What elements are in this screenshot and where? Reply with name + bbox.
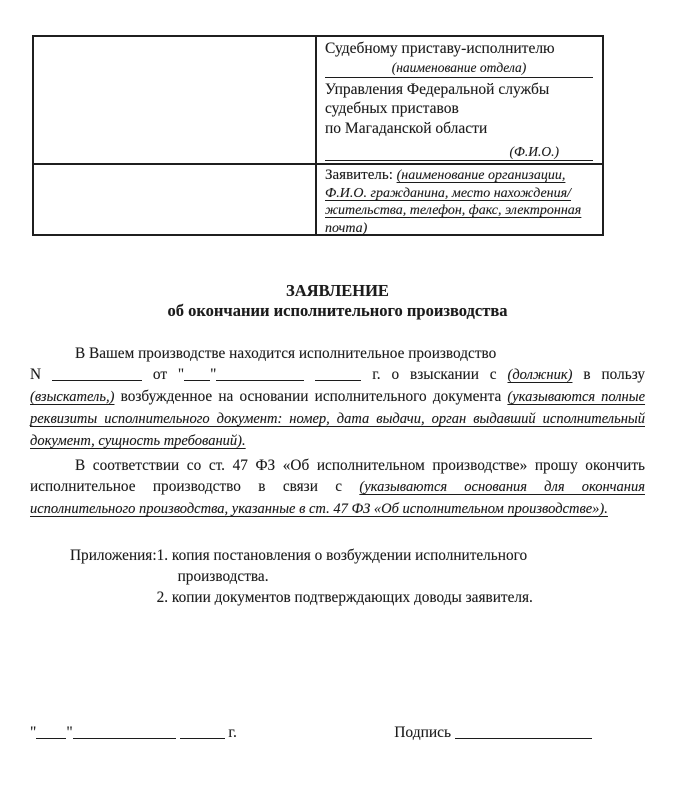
attachment-2-text: копии документов подтверждающих доводы заявителя.	[171, 589, 533, 606]
attachments-label: Приложения:	[70, 547, 157, 564]
date-open-quote: "	[30, 724, 37, 741]
p1-number-label: N	[30, 366, 42, 383]
recipient-cell	[317, 37, 602, 165]
department-blank-line	[325, 60, 593, 78]
recipient-to-line: Судебному приставу-исполнителю	[325, 40, 555, 57]
date-month-blank	[73, 727, 176, 739]
department-hint: (наименование отдела)	[391, 59, 527, 75]
title-line-2: об окончании исполнительного производства	[167, 301, 508, 320]
attachment-1-number: 1.	[156, 547, 169, 564]
document-title	[0, 281, 675, 321]
p1-intro: В Вашем производстве находится исполнительное производство	[75, 345, 497, 362]
header-table-empty-cell-top	[34, 37, 317, 165]
p1-favor-label: в пользу	[583, 366, 646, 383]
attachment-2-number: 2.	[156, 589, 169, 606]
title-line-1: ЗАЯВЛЕНИЕ	[286, 281, 389, 300]
p1-basis-text: возбужденное на основании исполнительного документа	[120, 388, 502, 405]
signature-blank	[455, 727, 592, 739]
date-year-suffix: г.	[228, 724, 237, 741]
month-blank	[216, 369, 304, 381]
recipient-org-line-2: судебных приставов	[325, 100, 459, 117]
creditor-hint: (взыскатель,)	[30, 389, 115, 405]
signature-line	[394, 722, 592, 743]
p1-recovery-label: г. о взыскании с	[372, 366, 497, 383]
fio-hint: (Ф.И.О.)	[509, 144, 559, 159]
attachment-item-2	[157, 587, 619, 608]
open-quote: "	[177, 366, 185, 383]
recipient-org-line-3: по Магаданской области	[325, 119, 488, 137]
date-year-blank	[180, 727, 225, 739]
date-close-quote: "	[66, 724, 73, 741]
case-number-blank	[52, 369, 142, 381]
applicant-cell	[317, 165, 602, 234]
signature-label: Подпись	[394, 724, 452, 741]
document-details-hint: (указываются полные реквизиты исполнительного документ: номер, дата выдачи, орган выдавший исполнительный документ, сущность требований).	[30, 389, 646, 449]
header-table-empty-cell-bottom	[34, 165, 317, 234]
paragraph-1	[30, 343, 645, 452]
footer	[30, 722, 592, 743]
header-table	[32, 35, 604, 236]
attachments-list	[157, 545, 619, 608]
date-day-blank	[36, 727, 66, 739]
paragraph-2	[30, 455, 645, 520]
fio-blank-line	[325, 143, 593, 161]
attachment-1-text: копия постановления о возбуждении исполнительного производства.	[171, 547, 528, 585]
date-line	[30, 722, 237, 743]
applicant-details-hint: (наименование организации, Ф.И.О. гражданина, место нахождения/жительства, телефон, факс, электронная почта)	[325, 168, 582, 236]
attachments-section	[70, 545, 619, 608]
debtor-hint: (должник)	[507, 367, 573, 383]
applicant-label: Заявитель:	[325, 167, 393, 183]
recipient-org-line-1: Управления Федеральной службы	[325, 80, 550, 98]
attachment-item-1	[157, 545, 619, 587]
termination-reason-hint: (указываются основания для окончания исполнительного производства, указанные в ст. 47 ФЗ «Об исполнительном производстве»).	[30, 479, 645, 517]
year-blank	[315, 369, 361, 381]
p2-lead: В соответствии со ст. 47 ФЗ «Об исполнительном производстве» прошу окончить исполнительное производство в связи с	[30, 457, 645, 495]
p1-from-label: от	[152, 366, 168, 383]
day-blank	[184, 369, 210, 381]
close-quote: "	[210, 366, 217, 383]
